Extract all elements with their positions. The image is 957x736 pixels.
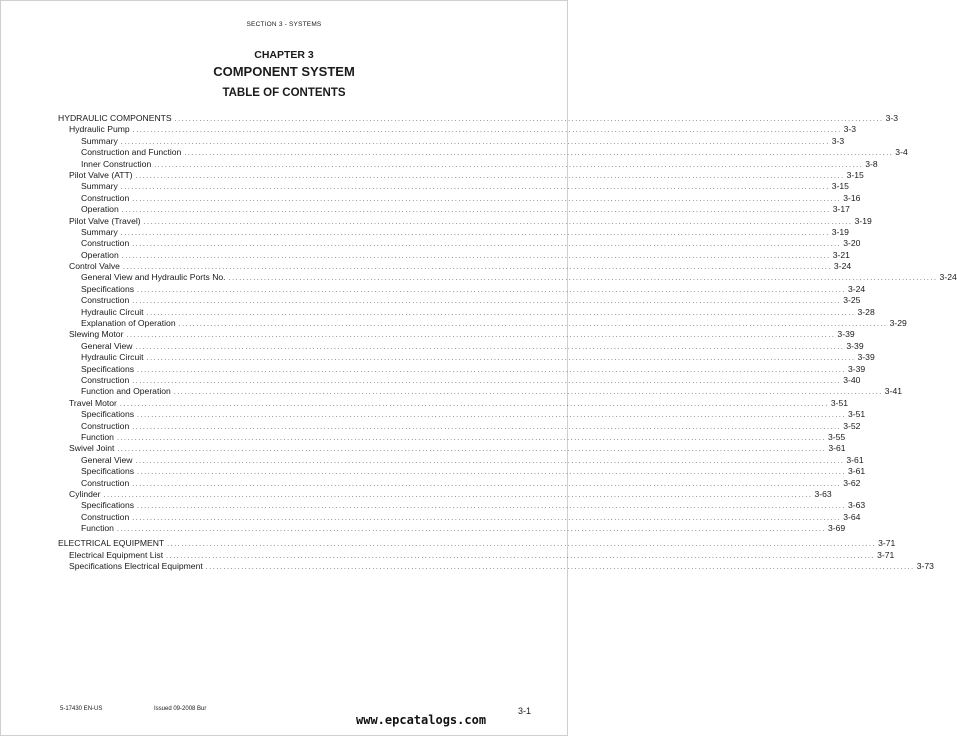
toc-leader-dots: ........................................................................................................................................................................................................ [132, 195, 842, 203]
toc-entry[interactable] [58, 169, 864, 181]
toc-entry-label: Electrical Equipment List [69, 549, 164, 560]
toc-entry-page: 3-61 [846, 454, 864, 465]
toc-entry-label: Cylinder [69, 488, 101, 499]
toc-entry[interactable] [58, 295, 861, 306]
toc-leader-dots: ........................................................................................................................................................................................................ [184, 150, 894, 158]
toc-leader-dots: ........................................................................................................................................................................................................ [135, 457, 845, 465]
toc-entry-label: Hydraulic Circuit [81, 352, 144, 363]
chapter-number: CHAPTER 3 [254, 49, 314, 61]
toc-entry-page: 3-40 [843, 374, 861, 385]
toc-entry-label: Construction and Function [81, 147, 182, 158]
toc-entry[interactable] [58, 466, 866, 477]
toc-entry-page: 3-41 [884, 386, 902, 397]
toc-leader-dots: ........................................................................................................................................................................................................ [174, 116, 884, 123]
toc-entry-page: 3-73 [916, 561, 934, 572]
toc-entry-page: 3-29 [889, 318, 907, 329]
toc-entry-label: Inner Construction [81, 158, 152, 169]
toc-entry[interactable] [58, 511, 861, 523]
toc-entry-label: Hydraulic Pump [69, 124, 130, 135]
toc-entry[interactable] [58, 238, 861, 249]
toc-entry-page: 3-15 [831, 181, 849, 192]
document-number: 5-17430 EN-US [60, 706, 103, 712]
toc-entry-page: 3-28 [857, 306, 875, 317]
toc-leader-dots: ........................................................................................................................................................................................................ [132, 127, 842, 135]
toc-leader-dots: ........................................................................................................................................................................................................ [154, 161, 864, 169]
toc-entry-page: 3-24 [848, 283, 866, 294]
toc-leader-dots: ........................................................................................................................................................................................................ [132, 241, 842, 249]
toc-entry[interactable] [58, 249, 850, 261]
toc-entry[interactable] [58, 386, 902, 397]
toc-entry-label: Specifications [81, 500, 135, 511]
toc-leader-dots: ........................................................................................................................................................................................................ [132, 298, 842, 306]
toc-entry-page: 3-3 [843, 124, 857, 135]
toc-entry-label: ELECTRICAL EQUIPMENT [58, 538, 165, 549]
toc-entry[interactable] [58, 431, 846, 443]
toc-entry[interactable] [58, 113, 899, 124]
toc-entry-label: Function [81, 523, 114, 534]
toc-entry[interactable] [58, 204, 850, 215]
toc-entry-label: Construction [81, 511, 130, 522]
toc-entry[interactable] [58, 261, 852, 272]
toc-entry[interactable] [58, 352, 875, 363]
toc-leader-dots: ........................................................................................................................................................................................................ [205, 564, 915, 572]
toc-entry[interactable] [58, 147, 908, 158]
toc-entry-label: Summary [81, 226, 118, 237]
toc-entry-page: 3-51 [830, 397, 849, 408]
toc-entry-page: 3-63 [848, 500, 866, 511]
toc-entry-label: General View and Hydraulic Ports No. [81, 272, 226, 283]
table-of-contents [58, 113, 957, 573]
toc-leader-dots: ........................................................................................................................................................................................................ [135, 343, 845, 351]
toc-entry-page: 3-19 [854, 215, 872, 226]
watermark: www.epcatalogs.com [356, 713, 487, 727]
toc-entry-page: 3-3 [885, 113, 899, 123]
toc-entry-page: 3-4 [895, 147, 908, 158]
toc-leader-dots: ........................................................................................................................................................................................................ [178, 321, 888, 329]
section-header: SECTION 3 - SYSTEMS [246, 21, 322, 28]
toc-entry-label: Construction [81, 192, 130, 203]
toc-entry-label: Construction [81, 420, 130, 431]
toc-entry-label: Function and Operation [81, 386, 171, 397]
toc-leader-dots: ........................................................................................................................................................................................................ [166, 552, 876, 560]
toc-entry-page: 3-55 [827, 431, 846, 442]
toc-entry-label: Travel Motor [69, 397, 117, 408]
toc-entry[interactable] [58, 215, 872, 227]
toc-entry-label: Pilot Valve (Travel) [69, 215, 141, 226]
toc-entry-label: Specifications [81, 363, 135, 374]
toc-entry[interactable] [58, 549, 895, 561]
toc-entry-page: 3-24 [939, 272, 957, 283]
toc-entry-page: 3-24 [833, 261, 852, 272]
toc-entry-page: 3-25 [843, 295, 861, 306]
toc-entry-label: Operation [81, 204, 119, 215]
toc-entry-label: Construction [81, 238, 130, 249]
toc-entry-label: Hydraulic Circuit [81, 306, 144, 317]
toc-leader-dots: ........................................................................................................................................................................................................ [132, 377, 842, 385]
toc-entry[interactable] [58, 192, 861, 204]
chapter-title: COMPONENT SYSTEM [213, 64, 355, 79]
toc-entry[interactable] [58, 329, 855, 340]
toc-entry-page: 3-71 [878, 538, 896, 549]
toc-entry-page: 3-64 [843, 511, 861, 522]
toc-entry[interactable] [58, 340, 864, 352]
toc-leader-dots: ........................................................................................................................................................................................................ [126, 332, 836, 340]
toc-entry-page: 3-71 [877, 549, 895, 560]
toc-entry-page: 3-61 [828, 443, 846, 454]
toc-leader-dots: ........................................................................................................................................................................................................ [173, 389, 883, 397]
toc-entry[interactable] [58, 135, 845, 147]
toc-entry[interactable] [58, 158, 878, 170]
toc-entry[interactable] [58, 500, 866, 511]
toc-leader-dots: ........................................................................................................................................................................................................ [137, 412, 846, 420]
toc-heading: TABLE OF CONTENTS [222, 87, 346, 99]
toc-entry-page: 3-17 [832, 204, 850, 215]
toc-leader-dots: ........................................................................................................................................................................................................ [137, 469, 846, 477]
toc-entry-page: 3-8 [865, 158, 878, 169]
toc-entry-label: Specifications [81, 409, 135, 420]
toc-entry[interactable] [58, 420, 861, 432]
toc-entry-page: 3-19 [831, 226, 849, 237]
toc-entry[interactable] [58, 409, 866, 420]
toc-entry-page: 3-51 [848, 409, 866, 420]
toc-entry-label: Construction [81, 477, 130, 488]
toc-entry[interactable] [58, 454, 864, 466]
toc-leader-dots: ........................................................................................................................................................................................................ [119, 400, 829, 408]
toc-entry[interactable] [58, 374, 861, 386]
toc-entry-label: Construction [81, 295, 130, 306]
toc-leader-dots: ........................................................................................................................................................................................................ [121, 252, 831, 260]
toc-leader-dots: ........................................................................................................................................................................................................ [228, 275, 938, 283]
toc-leader-dots: ........................................................................................................................................................................................................ [116, 434, 826, 442]
toc-entry-label: Summary [81, 135, 118, 146]
toc-leader-dots: ........................................................................................................................................................................................................ [121, 207, 831, 215]
toc-entry[interactable] [58, 318, 907, 329]
toc-entry-page: 3-21 [832, 249, 850, 260]
toc-entry-page: 3-39 [848, 363, 866, 374]
toc-entry-page: 3-16 [843, 192, 861, 203]
toc-entry-page: 3-52 [843, 420, 861, 431]
toc-leader-dots: ........................................................................................................................................................................................................ [132, 423, 842, 431]
toc-entry-label: Control Valve [69, 261, 120, 272]
toc-leader-dots: ........................................................................................................................................................................................................ [103, 491, 813, 499]
toc-entry[interactable] [58, 538, 896, 549]
toc-leader-dots: ........................................................................................................................................................................................................ [146, 309, 856, 317]
toc-entry-page: 3-39 [846, 340, 864, 351]
toc-leader-dots: ........................................................................................................................................................................................................ [120, 184, 830, 192]
toc-leader-dots: ........................................................................................................................................................................................................ [143, 218, 853, 226]
toc-leader-dots: ........................................................................................................................................................................................................ [135, 172, 845, 180]
toc-entry[interactable] [58, 561, 934, 572]
toc-entry-page: 3-61 [848, 466, 866, 477]
toc-entry-label: Specifications Electrical Equipment [69, 561, 203, 572]
toc-entry[interactable] [58, 306, 875, 318]
page-number: 3-1 [518, 706, 532, 716]
toc-entry-label: Summary [81, 181, 118, 192]
toc-entry[interactable] [58, 272, 957, 283]
toc-entry[interactable] [58, 283, 866, 295]
toc-entry-page: 3-63 [814, 488, 832, 499]
toc-entry[interactable] [58, 477, 861, 489]
toc-entry-label: Swivel Joint [69, 443, 115, 454]
toc-leader-dots: ........................................................................................................................................................................................................ [120, 138, 830, 146]
toc-entry-label: Explanation of Operation [81, 318, 176, 329]
toc-entry[interactable] [58, 226, 849, 238]
toc-entry-page: 3-3 [831, 135, 845, 146]
toc-entry-page: 3-69 [827, 523, 846, 534]
toc-entry-label: General View [81, 454, 133, 465]
toc-leader-dots: ........................................................................................................................................................................................................ [137, 503, 846, 511]
toc-entry-label: HYDRAULIC COMPONENTS [58, 113, 172, 123]
toc-entry[interactable] [58, 363, 866, 375]
toc-leader-dots: ........................................................................................................................................................................................................ [132, 514, 842, 522]
toc-entry-label: Function [81, 431, 114, 442]
toc-entry-page: 3-15 [846, 169, 864, 180]
toc-entry[interactable] [58, 181, 849, 192]
toc-entry-page: 3-20 [843, 238, 861, 249]
toc-entry-label: Operation [81, 249, 119, 260]
toc-leader-dots: ........................................................................................................................................................................................................ [137, 286, 846, 294]
issue-date: Issued 09-2008 Bur [154, 706, 207, 712]
toc-entry-label: General View [81, 340, 133, 351]
toc-leader-dots: ........................................................................................................................................................................................................ [132, 480, 842, 488]
toc-leader-dots: ........................................................................................................................................................................................................ [122, 264, 832, 272]
toc-entry[interactable] [58, 124, 857, 135]
toc-entry[interactable] [58, 397, 849, 409]
toc-entry-label: Specifications [81, 466, 135, 477]
toc-entry-label: Construction [81, 374, 130, 385]
toc-entry[interactable] [58, 443, 846, 454]
toc-leader-dots: ........................................................................................................................................................................................................ [137, 366, 846, 374]
toc-entry[interactable] [58, 523, 846, 534]
toc-entry-label: Pilot Valve (ATT) [69, 169, 133, 180]
toc-entry-label: Specifications [81, 283, 135, 294]
toc-leader-dots: ........................................................................................................................................................................................................ [117, 446, 827, 454]
toc-entry[interactable] [58, 488, 832, 500]
toc-leader-dots: ........................................................................................................................................................................................................ [146, 355, 856, 363]
toc-entry-page: 3-62 [843, 477, 861, 488]
toc-entry-page: 3-39 [837, 329, 855, 340]
toc-leader-dots: ........................................................................................................................................................................................................ [167, 541, 877, 549]
toc-leader-dots: ........................................................................................................................................................................................................ [116, 526, 826, 534]
toc-leader-dots: ........................................................................................................................................................................................................ [120, 229, 830, 237]
toc-entry-page: 3-39 [857, 352, 875, 363]
toc-entry-label: Slewing Motor [69, 329, 124, 340]
